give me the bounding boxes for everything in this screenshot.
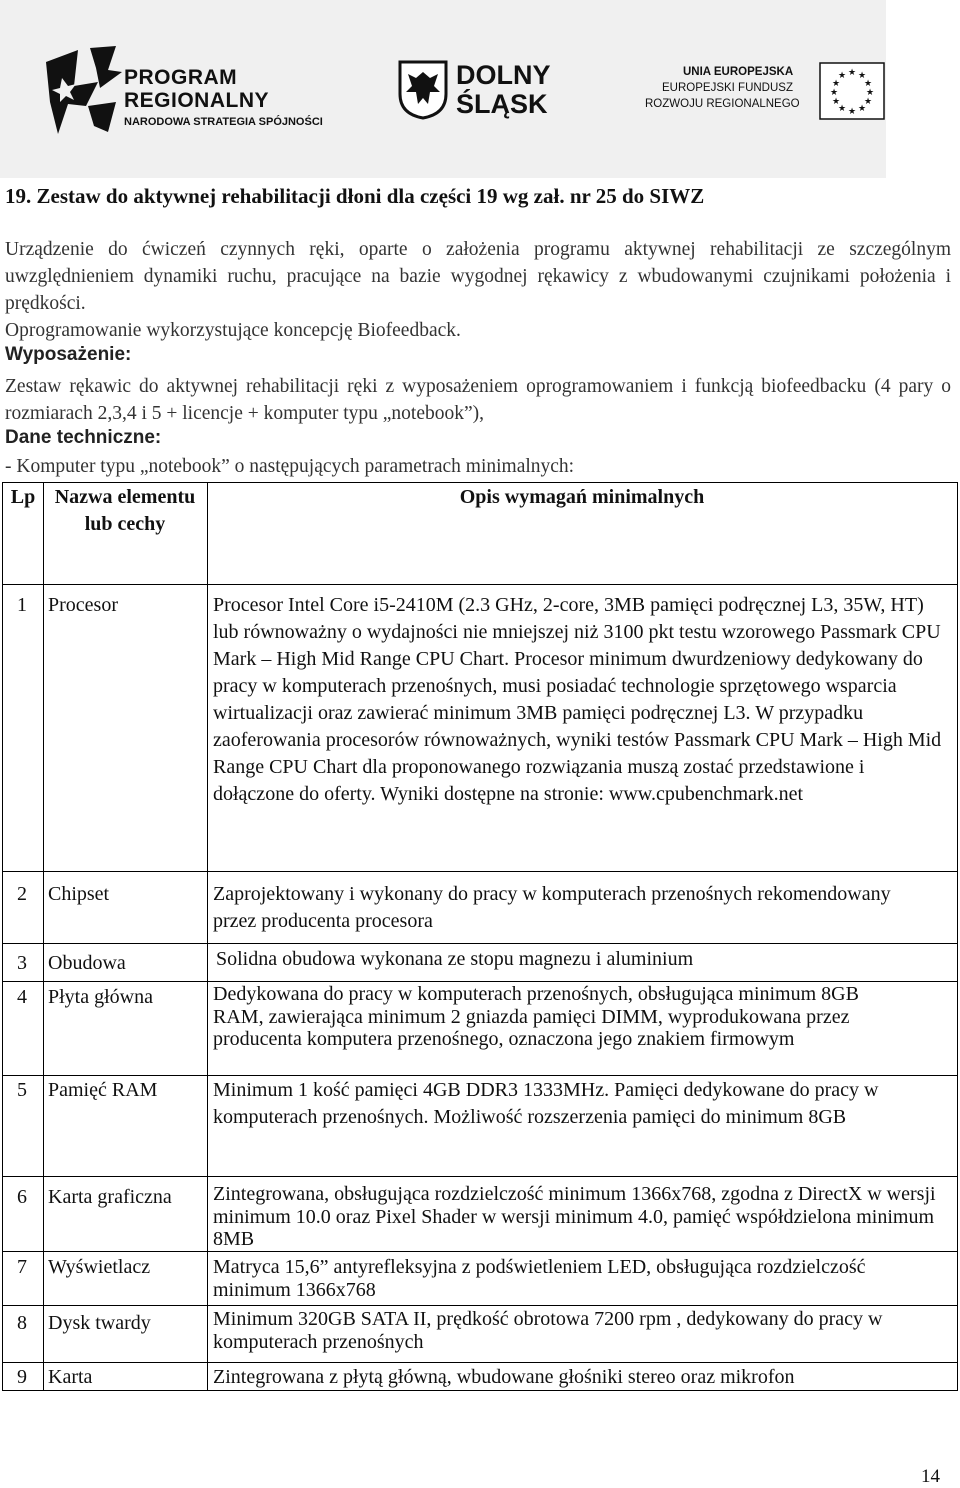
row-2-name: Chipset xyxy=(48,883,110,905)
eu-flag-icon xyxy=(819,62,885,120)
eu-logo-line1: UNIA EUROPEJSKA xyxy=(683,66,794,78)
svg-text:★: ★ xyxy=(863,97,873,107)
tech-data-text: - Komputer typu „notebook” o następujących parametrach minimalnych: xyxy=(5,456,575,477)
table-row-divider xyxy=(2,981,958,982)
row-5-desc: Minimum 1 kość pamięci 4GB DDR3 1333MHz. Pamięci dedykowane do pracy w komputerach przenośnych. Możliwość rozszerzenia pamięci do minimum 8GB xyxy=(213,1079,879,1128)
row-6-desc: Zintegrowana, obsługująca rozdzielczość minimum 1366x768, zgodna z DirectX w wersji minimum 10.0 oraz Pixel Shader w wersji minimum 4.0, pamięć współdzielona minimum 8MB xyxy=(213,1183,936,1250)
row-3-name: Obudowa xyxy=(48,952,126,974)
row-9-desc: Zintegrowana z płytą główną, wbudowane głośniki stereo oraz mikrofon xyxy=(213,1366,795,1388)
row-8-desc: Minimum 320GB SATA II, prędkość obrotowa 7200 rpm , dedykowany do pracy w komputerach przenośnych xyxy=(213,1308,883,1353)
row-2-desc: Zaprojektowany i wykonany do pracy w komputerach przenośnych rekomendowany przez producenta procesora xyxy=(213,883,891,932)
svg-text:★: ★ xyxy=(857,104,867,114)
row-9-name: Karta xyxy=(48,1366,93,1388)
program-logo-line2: REGIONALNY xyxy=(124,89,270,112)
program-regionalny-logo xyxy=(38,42,338,142)
region-logo-line1: DOLNY xyxy=(456,60,551,90)
row-7-lp: 7 xyxy=(17,1256,27,1278)
table-row-divider xyxy=(2,1251,958,1252)
row-4-desc: Dedykowana do pracy w komputerach przenośnych, obsługująca minimum 8GB RAM, zawierająca minimum 2 gniazda pamięci DIMM, wyprodukowana przez producenta komputera przenośnego, oznaczona jego znakiem firmowym xyxy=(213,983,859,1050)
row-4-name: Płyta główna xyxy=(48,986,153,1008)
equipment-text: Zestaw rękawic do aktywnej rehabilitacji ręki z wyposażeniem oprogramowaniem i funkcją biofeedbacku (4 pary o rozmiarach 2,3,4 i 5 + licencje + komputer typu „notebook”), xyxy=(5,376,951,424)
header-lp: Lp xyxy=(10,486,36,508)
page-number: 14 xyxy=(921,1466,940,1487)
svg-text:★: ★ xyxy=(831,79,841,89)
table-row-divider xyxy=(2,482,958,483)
table-row-divider xyxy=(2,943,958,944)
row-7-name: Wyświetlacz xyxy=(48,1256,151,1278)
program-logo-line3: NARODOWA STRATEGIA SPÓJNOŚCI xyxy=(124,116,323,128)
eu-logo-line2: EUROPEJSKI FUNDUSZ xyxy=(662,82,793,94)
row-7-desc: Matryca 15,6” antyrefleksyjna z podświetleniem LED, obsługująca rozdzielczość minimum 1366x768 xyxy=(213,1256,866,1301)
region-logo-line2: ŚLĄSK xyxy=(456,89,548,119)
tech-data-label: Dane techniczne: xyxy=(5,427,162,448)
dolny-slask-logo xyxy=(398,60,578,126)
table-col-divider xyxy=(207,482,208,1391)
svg-text:★: ★ xyxy=(831,97,841,107)
row-5-lp: 5 xyxy=(17,1079,27,1101)
row-1-desc: Procesor Intel Core i5-2410M (2.3 GHz, 2-core, 3MB pamięci podręcznej L3, 35W, HT) lub równoważny o wydajności nie mniejszej niż 3100 pkt testu wzorowego Passmark CPU Mark – High Mid Range CPU Chart. Procesor minimum dwurdzeniowy dedykowany do pracy w komputerach przenośnych, musi posiadać technologie sprzętowego wsparcia wirtualizacji oraz zawierać minimum 3MB pamięci podręcznej L3. W przypadku zaoferowania procesorów równoważnych, wyniki testów Passmark CPU Mark – High Mid Range CPU Chart dla proponowanego rozwiązania muszą zostać przedstawione i dołączone do oferty. Wyniki dostępne na stronie: www.cpubenchmark.net xyxy=(213,594,942,805)
row-3-lp: 3 xyxy=(17,952,27,974)
program-logo-line1: PROGRAM xyxy=(124,66,238,89)
header-name: Nazwa elementu lub cechy xyxy=(54,486,196,535)
row-3-desc: Solidna obudowa wykonana ze stopu magnezu i aluminium xyxy=(216,948,694,970)
software-paragraph: Oprogramowanie wykorzystujące koncepcję Biofeedback. xyxy=(5,320,461,341)
row-1-name: Procesor xyxy=(48,594,118,616)
table-row-divider xyxy=(2,871,958,872)
table-row-divider xyxy=(2,1075,958,1076)
table-row-divider xyxy=(2,584,958,585)
intro-paragraph: Urządzenie do ćwiczeń czynnych ręki, oparte o założenia programu aktywnej rehabilitacji ze szczególnym uwzględnieniem dynamiki ruchu, pracujące na bazie wygodnej rękawicy z wbudowanymi czujnikami położenia i prędkości. xyxy=(5,239,951,314)
svg-text:★: ★ xyxy=(837,71,847,81)
svg-text:★: ★ xyxy=(847,68,857,78)
row-9-lp: 9 xyxy=(17,1366,27,1388)
header-description: Opis wymagań minimalnych xyxy=(459,486,705,508)
row-5-name: Pamięć RAM xyxy=(48,1079,158,1101)
equipment-label: Wyposażenie: xyxy=(5,344,132,365)
eu-logo xyxy=(645,62,885,122)
table-border-left xyxy=(2,482,3,1391)
row-4-lp: 4 xyxy=(17,986,27,1008)
row-2-lp: 2 xyxy=(17,883,27,905)
row-1-lp: 1 xyxy=(17,594,27,616)
svg-text:★: ★ xyxy=(865,88,875,98)
eu-logo-line3: ROZWOJU REGIONALNEGO xyxy=(645,98,800,110)
table-row-divider xyxy=(2,1305,958,1306)
svg-text:★: ★ xyxy=(863,79,873,89)
star-shapes-icon xyxy=(38,42,124,137)
row-8-name: Dysk twardy xyxy=(48,1312,151,1334)
table-col-divider xyxy=(43,482,44,1391)
coat-of-arms-icon xyxy=(398,60,448,120)
row-6-lp: 6 xyxy=(17,1186,27,1208)
svg-text:★: ★ xyxy=(857,71,867,81)
svg-text:★: ★ xyxy=(837,104,847,114)
row-6-name: Karta graficzna xyxy=(48,1186,172,1208)
table-row-divider xyxy=(2,1362,958,1363)
table-row-divider xyxy=(2,1176,958,1177)
section-title: 19. Zestaw do aktywnej rehabilitacji dłoni dla części 19 wg zał. nr 25 do SIWZ xyxy=(5,184,705,208)
svg-text:★: ★ xyxy=(829,88,839,98)
table-border-right xyxy=(957,482,958,1391)
row-8-lp: 8 xyxy=(17,1312,27,1334)
svg-text:★: ★ xyxy=(847,107,857,117)
